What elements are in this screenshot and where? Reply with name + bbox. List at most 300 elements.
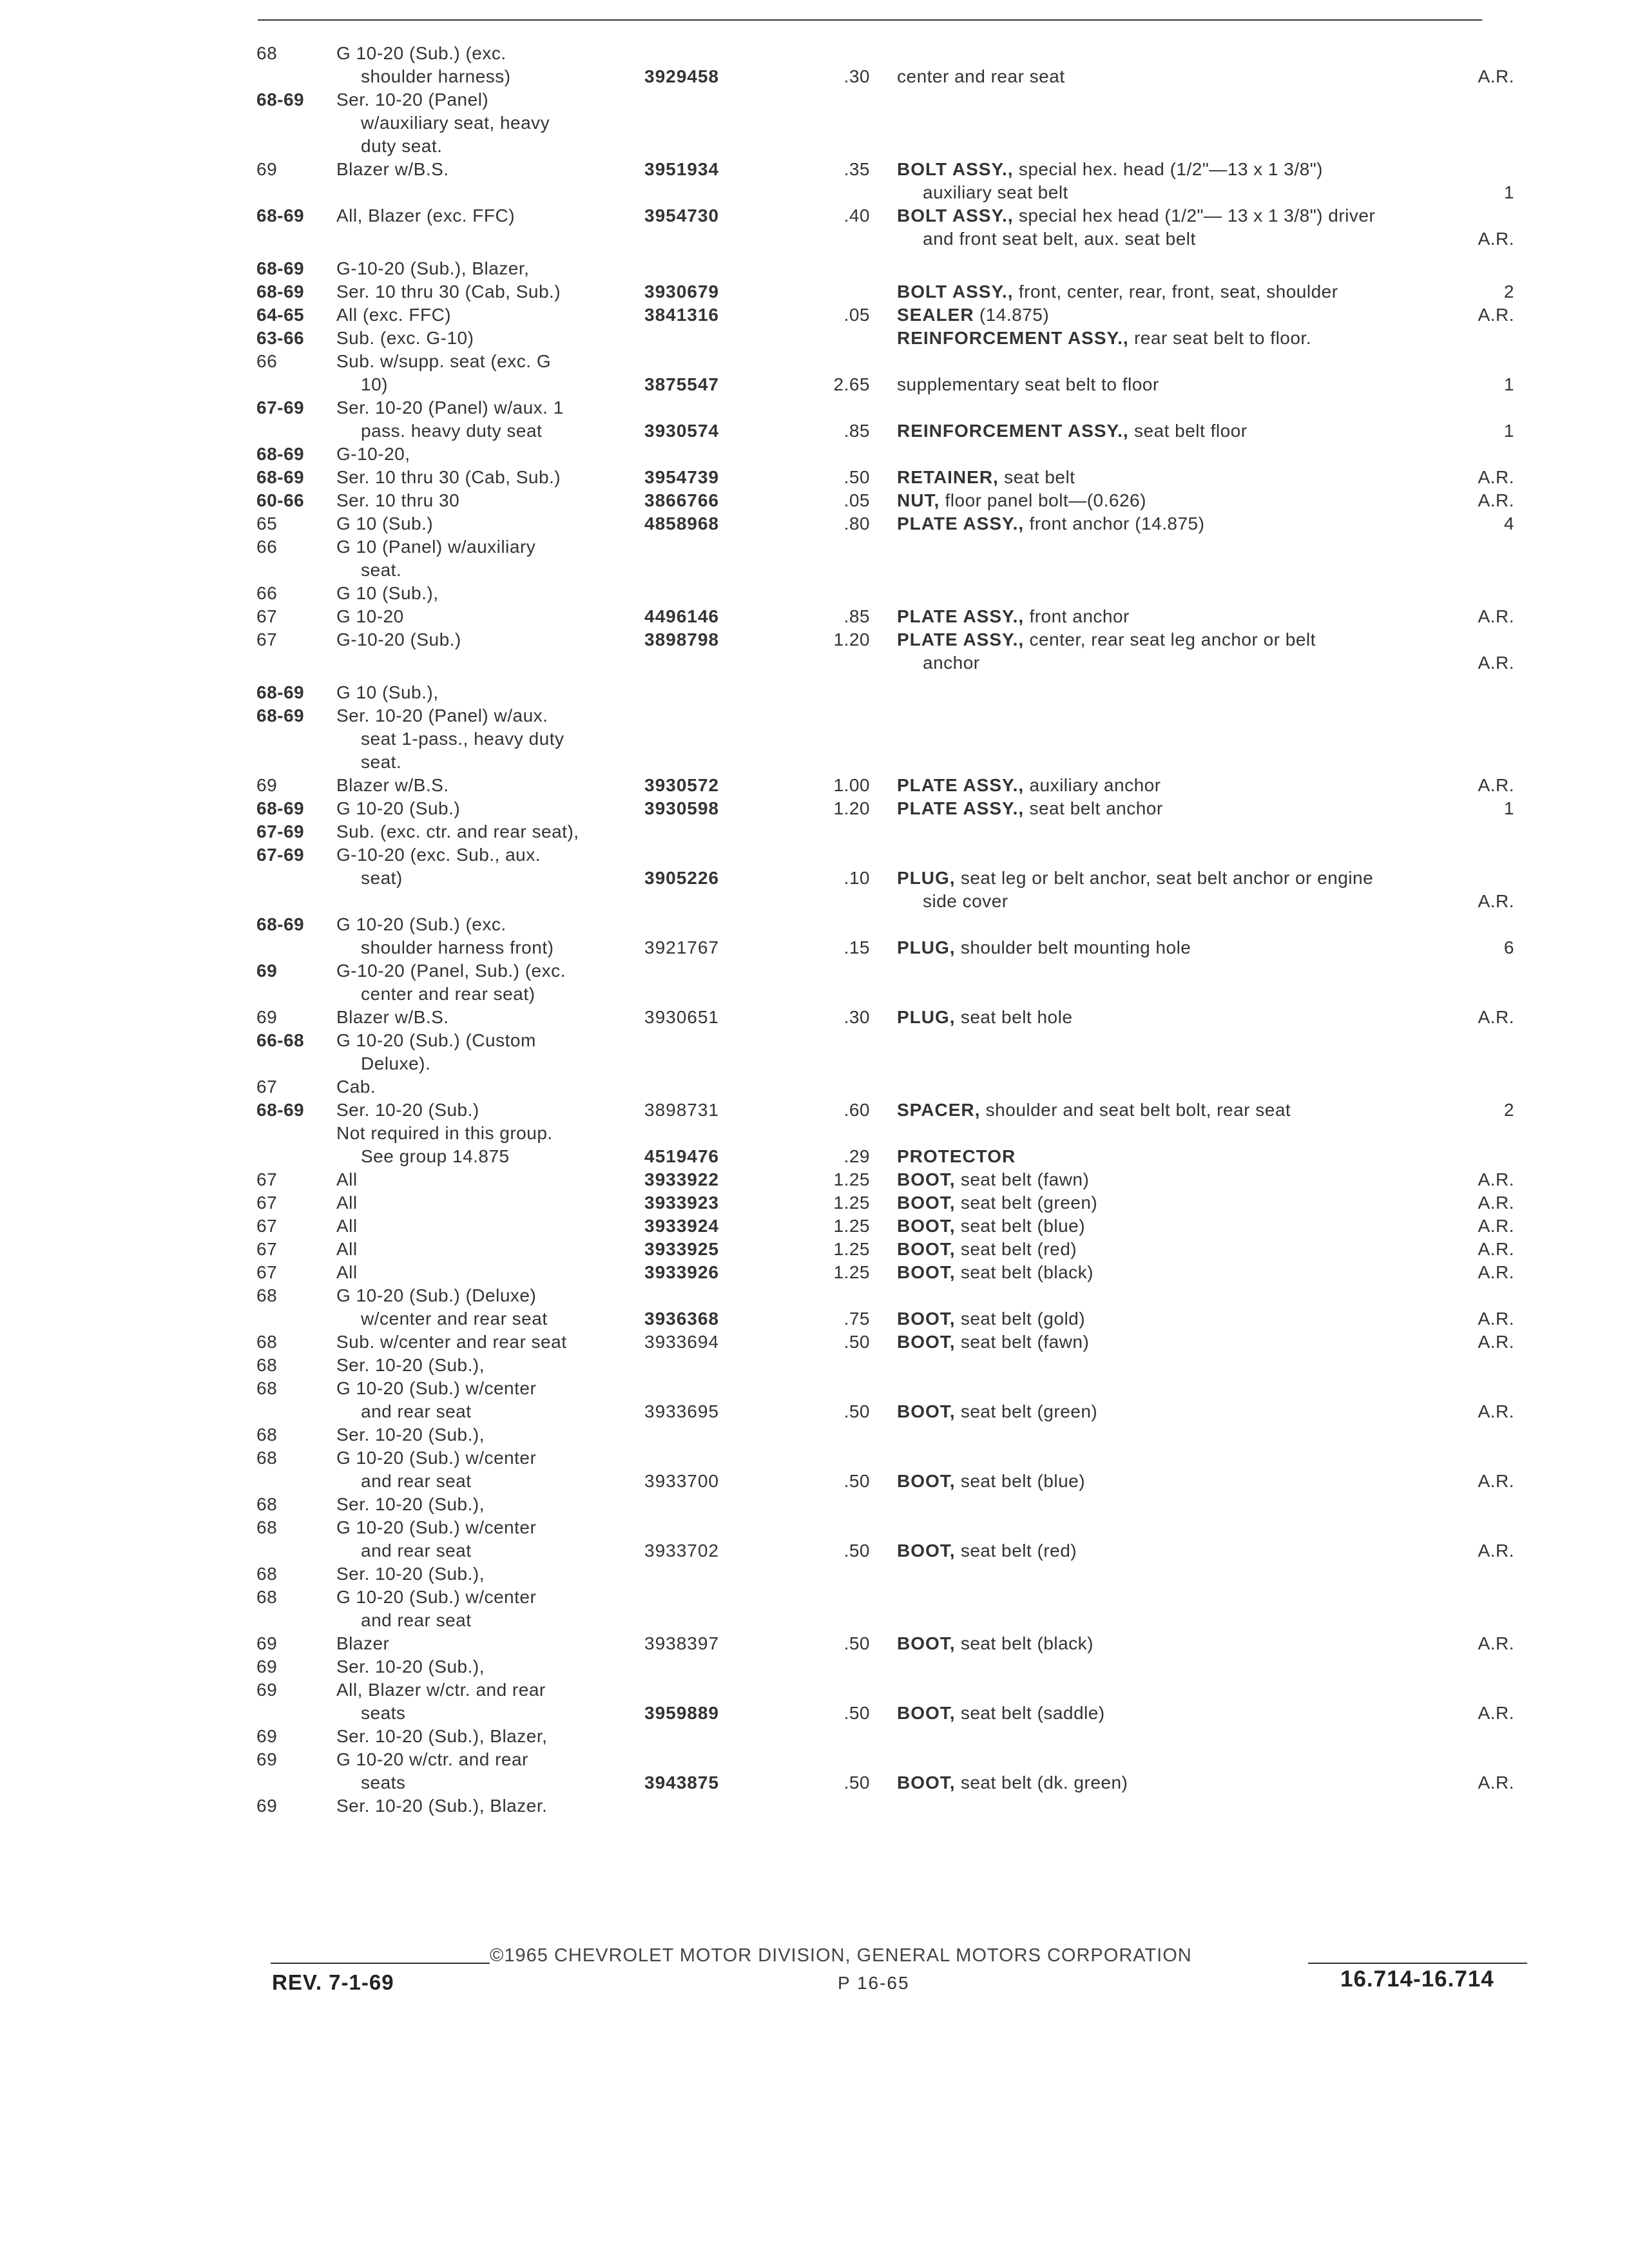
quantity: A.R. <box>1478 1262 1514 1282</box>
part-name: BOLT ASSY., <box>897 159 1014 179</box>
application: Blazer w/B.S. <box>336 1007 449 1027</box>
part-description: supplementary seat belt to floor <box>897 374 1159 394</box>
application: G 10-20 (Sub.) w/center <box>336 1517 537 1537</box>
model-year: 69 <box>256 1749 278 1769</box>
part-number: 3898798 <box>644 629 720 649</box>
application: G 10 (Sub.) <box>336 514 434 533</box>
part-name: BOOT, <box>897 1541 956 1561</box>
model-year: 68 <box>256 1564 278 1584</box>
description <box>897 513 1204 535</box>
application: seats <box>361 1703 406 1723</box>
description <box>897 205 1375 227</box>
part-description: seat belt (blue) <box>960 1471 1086 1491</box>
part-description: seat belt (saddle) <box>960 1703 1105 1723</box>
description <box>897 1702 1105 1724</box>
model-year: 68 <box>256 43 278 63</box>
application: G-10-20 (Sub.) <box>336 629 461 649</box>
price: .85 <box>843 606 870 626</box>
model-year: 67 <box>256 1262 278 1282</box>
application: Ser. 10-20 (Panel) <box>336 90 489 110</box>
part-number: 3921767 <box>644 937 720 957</box>
part-name: PLATE ASSY., <box>897 775 1025 795</box>
description <box>897 1146 1016 1168</box>
application: All <box>336 1193 358 1213</box>
application: All (exc. FFC) <box>336 305 452 325</box>
quantity: A.R. <box>1478 305 1514 325</box>
part-description: floor panel bolt—(0.626) <box>945 490 1146 510</box>
part-description: front, center, rear, front, seat, shoulder <box>1018 282 1338 302</box>
model-year: 64-65 <box>256 305 305 325</box>
application: See group 14.875 <box>361 1146 510 1166</box>
part-description: center and rear seat <box>897 66 1065 86</box>
part-name: PLUG, <box>897 937 956 957</box>
price: .60 <box>843 1100 870 1120</box>
part-description: seat belt (gold) <box>960 1309 1086 1329</box>
part-name: BOOT, <box>897 1401 956 1421</box>
application: shoulder harness) <box>361 66 511 86</box>
model-year: 63-66 <box>256 328 305 348</box>
model-year: 60-66 <box>256 490 305 510</box>
quantity: A.R. <box>1478 1541 1514 1561</box>
application: G-10-20 (Panel, Sub.) (exc. <box>336 961 566 981</box>
group-number: 16.714-16.714 <box>1340 1966 1494 1992</box>
description <box>897 937 1191 959</box>
part-description: special hex. head (1/2"—13 x 1 3/8") <box>1018 159 1323 179</box>
part-number: 3866766 <box>644 490 720 510</box>
application: Ser. 10-20 (Sub.), <box>336 1494 485 1514</box>
model-year: 68 <box>256 1425 278 1445</box>
part-name: BOOT, <box>897 1216 956 1236</box>
quantity: 1 <box>1503 798 1514 818</box>
quantity: A.R. <box>1478 1309 1514 1329</box>
description <box>897 1772 1128 1794</box>
part-description: seat belt (blue) <box>960 1216 1086 1236</box>
quantity: A.R. <box>1478 490 1514 510</box>
model-year: 68-69 <box>256 914 305 934</box>
model-year: 68-69 <box>256 282 305 302</box>
model-year: 67 <box>256 1077 278 1097</box>
part-number: 3959889 <box>644 1703 720 1723</box>
model-year: 69 <box>256 159 278 179</box>
application: seat. <box>361 752 402 772</box>
application: G 10-20 (Sub.) w/center <box>336 1587 537 1607</box>
part-number: 3841316 <box>644 305 720 325</box>
quantity: A.R. <box>1478 653 1514 673</box>
part-description: special hex head (1/2"— 13 x 1 3/8") driver <box>1018 206 1376 226</box>
application: G 10-20 <box>336 606 404 626</box>
description <box>897 374 1159 396</box>
application: Blazer w/B.S. <box>336 159 449 179</box>
part-name: PLATE ASSY., <box>897 629 1025 649</box>
application: Sub. (exc. G-10) <box>336 328 474 348</box>
part-description: anchor <box>923 653 980 673</box>
price: .50 <box>843 1773 870 1792</box>
model-year: 68-69 <box>256 682 305 702</box>
application: Deluxe). <box>361 1053 431 1073</box>
model-year: 67 <box>256 1169 278 1189</box>
quantity: A.R. <box>1478 1216 1514 1236</box>
model-year: 69 <box>256 1007 278 1027</box>
model-year: 65 <box>256 514 278 533</box>
price: .30 <box>843 66 870 86</box>
part-description: auxiliary anchor <box>1029 775 1161 795</box>
model-year: 69 <box>256 1726 278 1746</box>
application: Sub. w/supp. seat (exc. G <box>336 351 552 371</box>
part-number: 3943875 <box>644 1773 720 1792</box>
model-year: 67-69 <box>256 845 305 865</box>
application: Ser. 10 thru 30 <box>336 490 460 510</box>
application: All <box>336 1216 358 1236</box>
model-year: 68-69 <box>256 258 305 278</box>
description <box>897 1308 1085 1330</box>
model-year: 69 <box>256 1796 278 1816</box>
application: All <box>336 1262 358 1282</box>
description <box>897 159 1323 180</box>
quantity: A.R. <box>1478 1471 1514 1491</box>
part-description: seat belt (red) <box>960 1541 1077 1561</box>
application: G 10 (Panel) w/auxiliary <box>336 537 536 557</box>
part-number: 3933922 <box>644 1169 720 1189</box>
part-name: PROTECTOR <box>897 1146 1016 1166</box>
application: Sub. (exc. ctr. and rear seat), <box>336 822 579 841</box>
description <box>923 890 1008 912</box>
application: shoulder harness front) <box>361 937 554 957</box>
application: 10) <box>361 374 388 394</box>
part-name: NUT, <box>897 490 940 510</box>
application: Ser. 10-20 (Panel) w/aux. 1 <box>336 398 564 418</box>
application: G 10-20 (Sub.) (exc. <box>336 914 506 934</box>
part-name: BOOT, <box>897 1169 956 1189</box>
price: 1.25 <box>833 1262 870 1282</box>
application: and rear seat <box>361 1401 472 1421</box>
price: .50 <box>843 1633 870 1653</box>
model-year: 68 <box>256 1378 278 1398</box>
price: 1.25 <box>833 1216 870 1236</box>
part-name: PLATE ASSY., <box>897 798 1025 818</box>
model-year: 68-69 <box>256 444 305 464</box>
description <box>897 420 1248 442</box>
application: Ser. 10-20 (Panel) w/aux. <box>336 706 548 726</box>
revision-date: REV. 7-1-69 <box>272 1970 394 1994</box>
part-number: 3930574 <box>644 421 720 441</box>
model-year: 69 <box>256 1657 278 1677</box>
application: seats <box>361 1773 406 1792</box>
part-name: BOOT, <box>897 1262 956 1282</box>
price: 1.00 <box>833 775 870 795</box>
price: 1.20 <box>833 629 870 649</box>
application: All, Blazer w/ctr. and rear <box>336 1680 546 1700</box>
price: .30 <box>843 1007 870 1027</box>
model-year: 68-69 <box>256 206 305 226</box>
part-description: seat belt (fawn) <box>960 1332 1090 1352</box>
quantity: A.R. <box>1478 1773 1514 1792</box>
application: Ser. 10-20 (Sub.), Blazer, <box>336 1726 548 1746</box>
description <box>923 652 980 674</box>
model-year: 68-69 <box>256 1100 305 1120</box>
quantity: A.R. <box>1478 775 1514 795</box>
application: G 10-20 (Sub.) (Custom <box>336 1030 536 1050</box>
application: and rear seat <box>361 1471 472 1491</box>
model-year: 68-69 <box>256 798 305 818</box>
quantity: 2 <box>1503 282 1514 302</box>
part-name: PLUG, <box>897 868 956 888</box>
part-number: 3933702 <box>644 1541 720 1561</box>
description <box>897 1470 1085 1492</box>
application: Blazer <box>336 1633 390 1653</box>
footer-copyright: ©1965 CHEVROLET MOTOR DIVISION, GENERAL MOTORS CORPORATION <box>490 1945 1192 1966</box>
model-year: 68 <box>256 1517 278 1537</box>
quantity: A.R. <box>1478 1239 1514 1259</box>
part-name: BOOT, <box>897 1471 956 1491</box>
quantity: A.R. <box>1478 467 1514 487</box>
quantity: A.R. <box>1478 1401 1514 1421</box>
application: Ser. 10-20 (Sub.), <box>336 1657 485 1677</box>
description <box>897 1215 1085 1237</box>
part-number: 3898731 <box>644 1100 720 1120</box>
part-description: auxiliary seat belt <box>923 182 1068 202</box>
part-description: seat belt (green) <box>960 1401 1098 1421</box>
part-name: REINFORCEMENT ASSY., <box>897 328 1129 348</box>
model-year: 67 <box>256 1239 278 1259</box>
application: Ser. 10-20 (Sub.), <box>336 1564 485 1584</box>
part-number: 4496146 <box>644 606 720 626</box>
application: G 10-20 (Sub.) w/center <box>336 1378 537 1398</box>
quantity: A.R. <box>1478 1703 1514 1723</box>
model-year: 68 <box>256 1332 278 1352</box>
price: .85 <box>843 421 870 441</box>
application: pass. heavy duty seat <box>361 421 543 441</box>
application: center and rear seat) <box>361 984 535 1004</box>
price: .05 <box>843 490 870 510</box>
price: .50 <box>843 467 870 487</box>
part-number: 3933926 <box>644 1262 720 1282</box>
price: .50 <box>843 1541 870 1561</box>
description <box>897 629 1316 651</box>
price: 2.65 <box>833 374 870 394</box>
part-number: 3930651 <box>644 1007 720 1027</box>
application: Sub. w/center and rear seat <box>336 1332 567 1352</box>
model-year: 66-68 <box>256 1030 305 1050</box>
part-description: (14.875) <box>979 305 1050 325</box>
model-year: 68 <box>256 1587 278 1607</box>
quantity: A.R. <box>1478 891 1514 911</box>
part-description: front anchor (14.875) <box>1029 514 1205 533</box>
part-number: 3930679 <box>644 282 720 302</box>
model-year: 67 <box>256 1193 278 1213</box>
description <box>897 1331 1089 1353</box>
quantity: A.R. <box>1478 1169 1514 1189</box>
part-number: 3933923 <box>644 1193 720 1213</box>
part-name: BOOT, <box>897 1193 956 1213</box>
model-year: 67 <box>256 606 278 626</box>
quantity: A.R. <box>1478 229 1514 249</box>
description <box>897 1262 1094 1283</box>
part-description: and front seat belt, aux. seat belt <box>923 229 1196 249</box>
description <box>923 228 1196 250</box>
part-number: 3933694 <box>644 1332 720 1352</box>
description <box>897 1633 1094 1655</box>
model-year: 68 <box>256 1448 278 1468</box>
part-name: PLATE ASSY., <box>897 606 1025 626</box>
part-name: SPACER, <box>897 1100 981 1120</box>
application: Blazer w/B.S. <box>336 775 449 795</box>
application: G 10-20 w/ctr. and rear <box>336 1749 528 1769</box>
part-description: shoulder and seat belt bolt, rear seat <box>985 1100 1291 1120</box>
price: .10 <box>843 868 870 888</box>
part-name: RETAINER, <box>897 467 999 487</box>
part-name: BOOT, <box>897 1633 956 1653</box>
part-name: BOOT, <box>897 1239 956 1259</box>
part-number: 3954730 <box>644 206 720 226</box>
description <box>897 1006 1072 1028</box>
model-year: 66 <box>256 351 278 371</box>
part-description: seat belt (black) <box>960 1633 1094 1653</box>
application: w/center and rear seat <box>361 1309 548 1329</box>
model-year: 67-69 <box>256 822 305 841</box>
page-number: P 16-65 <box>838 1973 910 1993</box>
description <box>897 1238 1077 1260</box>
part-description: side cover <box>923 891 1008 911</box>
part-number: 3936368 <box>644 1309 720 1329</box>
description <box>897 1169 1089 1191</box>
part-description: seat belt <box>1004 467 1075 487</box>
application: seat. <box>361 560 402 580</box>
part-name: BOOT, <box>897 1309 956 1329</box>
part-number: 3938397 <box>644 1633 720 1653</box>
model-year: 67-69 <box>256 398 305 418</box>
model-year: 69 <box>256 1680 278 1700</box>
part-name: PLUG, <box>897 1007 956 1027</box>
description <box>897 867 1373 889</box>
application: Ser. 10-20 (Sub.), <box>336 1425 485 1445</box>
price: .50 <box>843 1332 870 1352</box>
application: G 10-20 (Sub.) w/center <box>336 1448 537 1468</box>
application: Ser. 10 thru 30 (Cab, Sub.) <box>336 282 561 302</box>
application: Ser. 10-20 (Sub.), Blazer. <box>336 1796 548 1816</box>
price: .75 <box>843 1309 870 1329</box>
application: and rear seat <box>361 1610 472 1630</box>
price: 1.25 <box>833 1193 870 1213</box>
application: w/auxiliary seat, heavy <box>361 113 550 133</box>
model-year: 66 <box>256 537 278 557</box>
application: G-10-20, <box>336 444 410 464</box>
part-number: 4519476 <box>644 1146 720 1166</box>
part-description: seat belt anchor <box>1029 798 1163 818</box>
description <box>897 1401 1097 1423</box>
part-number: 3933925 <box>644 1239 720 1259</box>
model-year: 69 <box>256 1633 278 1653</box>
quantity: A.R. <box>1478 1007 1514 1027</box>
quantity: A.R. <box>1478 606 1514 626</box>
model-year: 67 <box>256 629 278 649</box>
part-name: BOLT ASSY., <box>897 206 1014 226</box>
application: G-10-20 (exc. Sub., aux. <box>336 845 541 865</box>
application: Ser. 10-20 (Sub.), <box>336 1355 485 1375</box>
part-name: REINFORCEMENT ASSY., <box>897 421 1129 441</box>
price: .35 <box>843 159 870 179</box>
application: seat 1-pass., heavy duty <box>361 729 564 749</box>
price: .50 <box>843 1471 870 1491</box>
application: All, Blazer (exc. FFC) <box>336 206 516 226</box>
part-description: seat belt (fawn) <box>960 1169 1090 1189</box>
part-description: front anchor <box>1029 606 1130 626</box>
description <box>897 1540 1077 1562</box>
description <box>897 490 1146 512</box>
part-number: 4858968 <box>644 514 720 533</box>
application: duty seat. <box>361 136 443 156</box>
part-number: 3933695 <box>644 1401 720 1421</box>
part-number: 3933924 <box>644 1216 720 1236</box>
part-description: seat leg or belt anchor, seat belt anchor or engine <box>960 868 1374 888</box>
application: G 10 (Sub.), <box>336 583 439 603</box>
part-name: SEALER <box>897 305 974 325</box>
quantity: A.R. <box>1478 1633 1514 1653</box>
application: G 10-20 (Sub.) <box>336 798 461 818</box>
quantity: A.R. <box>1478 1193 1514 1213</box>
application: G 10-20 (Sub.) (Deluxe) <box>336 1285 537 1305</box>
application: G 10 (Sub.), <box>336 682 439 702</box>
part-number: 3905226 <box>644 868 720 888</box>
price: .50 <box>843 1703 870 1723</box>
price: .40 <box>843 206 870 226</box>
quantity: 4 <box>1503 514 1514 533</box>
part-number: 3951934 <box>644 159 720 179</box>
part-number: 3954739 <box>644 467 720 487</box>
model-year: 68-69 <box>256 90 305 110</box>
application: G-10-20 (Sub.), Blazer, <box>336 258 530 278</box>
price: 1.20 <box>833 798 870 818</box>
part-description: shoulder belt mounting hole <box>960 937 1191 957</box>
description <box>897 606 1130 628</box>
quantity: A.R. <box>1478 66 1514 86</box>
part-description: seat belt (green) <box>960 1193 1098 1213</box>
model-year: 66 <box>256 583 278 603</box>
description <box>897 774 1161 796</box>
model-year: 67 <box>256 1216 278 1236</box>
part-name: BOLT ASSY., <box>897 282 1014 302</box>
application: Not required in this group. <box>336 1123 553 1143</box>
price: .29 <box>843 1146 870 1166</box>
part-description: rear seat belt to floor. <box>1133 328 1311 348</box>
part-number: 3930598 <box>644 798 720 818</box>
description <box>897 1192 1097 1214</box>
price: .05 <box>843 305 870 325</box>
quantity: 1 <box>1503 374 1514 394</box>
part-name: BOOT, <box>897 1703 956 1723</box>
part-description: seat belt (dk. green) <box>960 1773 1128 1792</box>
application: All <box>336 1169 358 1189</box>
description <box>897 281 1338 303</box>
description <box>923 182 1068 204</box>
quantity: 1 <box>1503 421 1514 441</box>
description <box>897 304 1049 326</box>
price: .15 <box>843 937 870 957</box>
quantity: 6 <box>1503 937 1514 957</box>
application: All <box>336 1239 358 1259</box>
part-description: center, rear seat leg anchor or belt <box>1029 629 1316 649</box>
model-year: 69 <box>256 775 278 795</box>
quantity: A.R. <box>1478 1332 1514 1352</box>
application: Ser. 10-20 (Sub.) <box>336 1100 479 1120</box>
description <box>897 466 1075 488</box>
model-year: 68 <box>256 1494 278 1514</box>
part-description: seat belt (black) <box>960 1262 1094 1282</box>
model-year: 69 <box>256 961 278 981</box>
application: seat) <box>361 868 403 888</box>
part-number: 3875547 <box>644 374 720 394</box>
footer-rule-right <box>1308 1963 1527 1964</box>
model-year: 68-69 <box>256 467 305 487</box>
